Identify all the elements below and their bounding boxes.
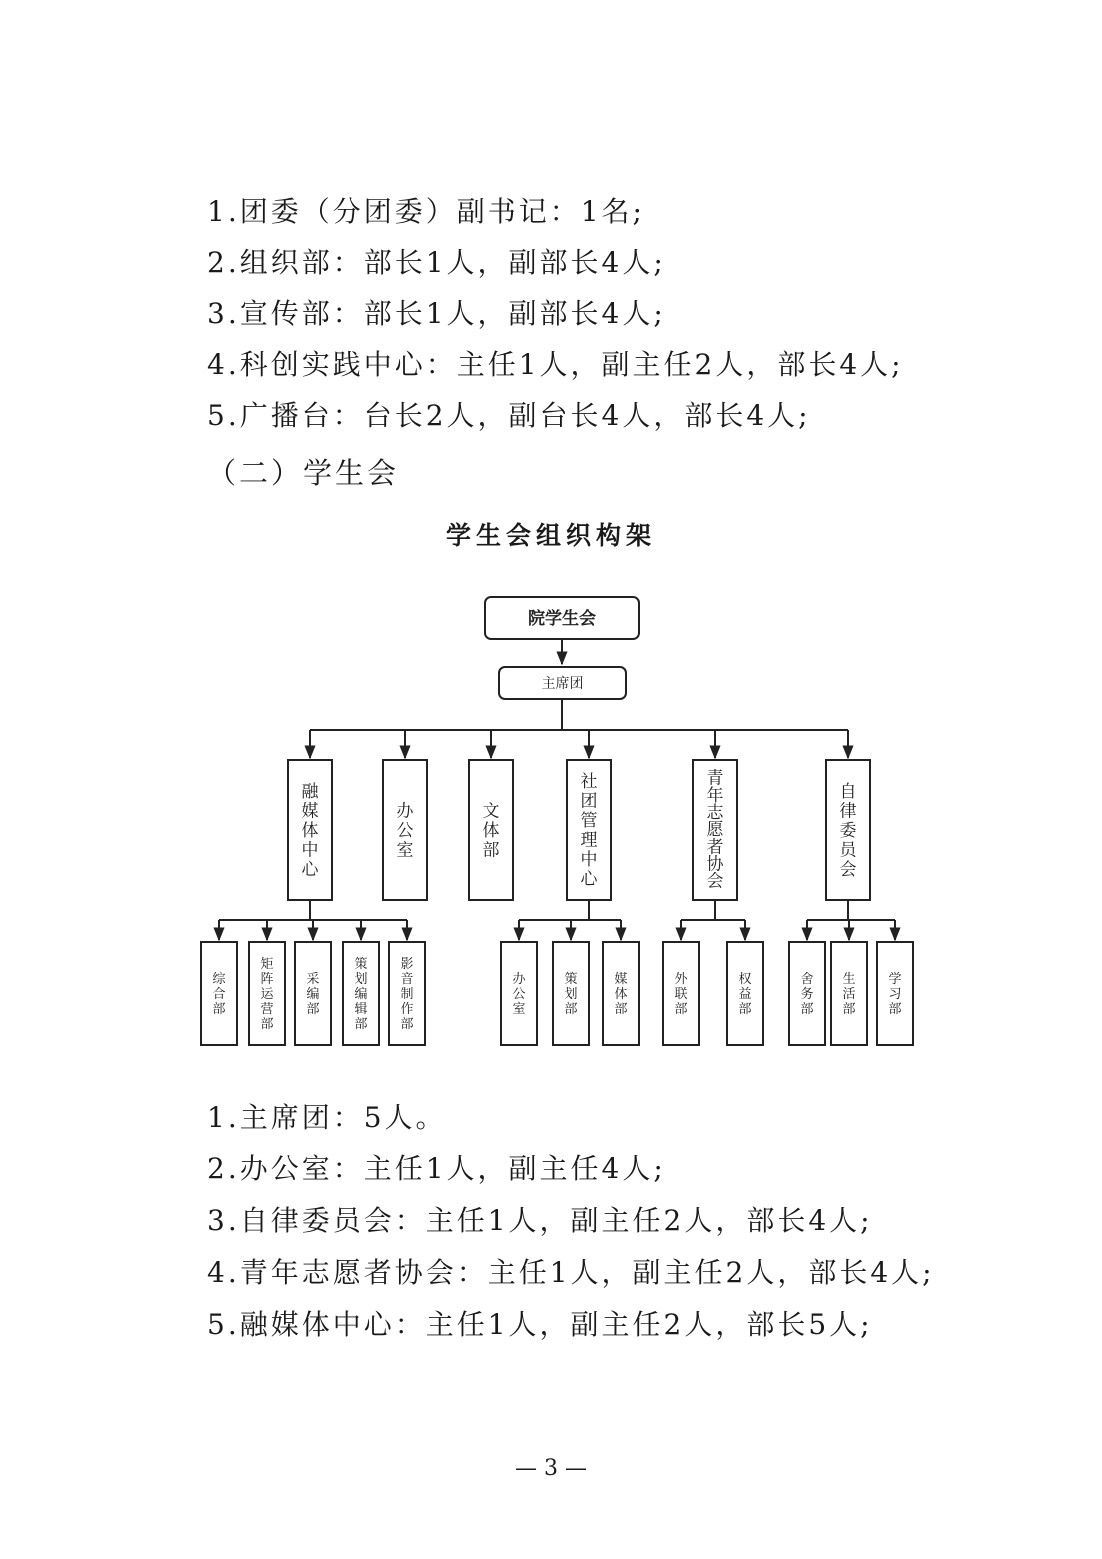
org-node-dept-4 [567, 760, 611, 900]
org-node-sub-4-1-char: 办 [512, 972, 526, 988]
org-node-sub-1-3 [295, 942, 331, 1045]
org-node-dept-2-char: 办 [396, 801, 414, 822]
org-node-sub-4-1-char: 公 [512, 986, 526, 1002]
org-node-sub-1-1-char: 综 [212, 972, 226, 988]
org-node-dept-5-char: 愿 [706, 820, 724, 841]
org-node-sub-5-2-char: 益 [738, 986, 752, 1002]
org-node-sub-1-4-char: 划 [354, 972, 368, 988]
org-node-dept-6-char: 会 [839, 859, 857, 880]
org-node-sub-1-2-char: 部 [260, 1016, 274, 1032]
org-node-sub-5-2 [727, 942, 763, 1045]
org-node-sub-1-3-char: 部 [306, 1001, 320, 1017]
league-item-3: 3.宣传部：部长1人，副部长4人; [207, 297, 666, 330]
org-node-dept-6 [826, 760, 870, 900]
org-node-sub-4-2 [553, 942, 589, 1045]
union-item-3: 3.自律委员会：主任1人，副主任2人，部长4人; [207, 1204, 873, 1237]
org-node-sub-5-1 [663, 942, 699, 1045]
org-node-dept-1-char: 媒 [301, 801, 319, 822]
league-item-4: 4.科创实践中心：主任1人，副主任2人，部长4人; [207, 348, 904, 381]
org-node-sub-1-5-char: 音 [400, 972, 414, 988]
org-node-sub-1-3-char: 采 [306, 972, 320, 988]
league-item-1: 1.团委（分团委）副书记：1名; [207, 195, 645, 228]
org-node-sub-6-1 [789, 942, 825, 1045]
org-node-dept-1-char: 中 [301, 840, 319, 861]
org-node-sub-1-2-char: 运 [260, 986, 274, 1002]
org-node-dept-5-char: 年 [706, 785, 724, 806]
section-heading: （二）学生会 [207, 456, 400, 490]
org-node-dept-4-char: 理 [580, 830, 598, 851]
org-node-sub-1-1-char: 部 [212, 1001, 226, 1017]
org-node-sub-6-2-char: 部 [842, 1001, 856, 1017]
org-node-sub-6-1-char: 务 [800, 986, 814, 1002]
org-node-sub-1-2-char: 矩 [260, 957, 274, 973]
org-node-sub-4-2-char: 划 [564, 986, 578, 1002]
org-node-dept-5-char: 会 [706, 871, 724, 892]
league-item-2: 2.组织部：部长1人，副部长4人; [207, 246, 666, 279]
org-node-sub-5-1-char: 外 [674, 972, 688, 988]
org-node-sub-4-3-char: 体 [614, 986, 628, 1002]
org-node-sub-1-5-char: 作 [400, 1001, 414, 1017]
org-node-dept-2 [383, 760, 427, 900]
org-node-sub-1-4 [343, 942, 379, 1045]
org-node-sub-1-2-char: 营 [260, 1001, 274, 1017]
org-node-sub-6-2-char: 活 [842, 986, 856, 1002]
org-node-dept-5 [693, 760, 737, 900]
org-node-sub-1-4-char: 部 [354, 1016, 368, 1032]
org-node-sub-1-5-char: 制 [400, 986, 414, 1002]
org-node-sub-4-1-char: 室 [512, 1001, 526, 1017]
union-item-4: 4.青年志愿者协会：主任1人，副主任2人，部长4人; [207, 1256, 935, 1289]
org-node-sub-5-1-char: 部 [674, 1001, 688, 1017]
org-node-dept-5-char: 青 [706, 768, 724, 789]
org-node-sub-5-1-char: 联 [674, 986, 688, 1002]
org-node-dept-4-char: 团 [580, 791, 598, 812]
org-node-dept-6-char: 律 [839, 801, 857, 822]
org-node-sub-4-2-char: 策 [564, 972, 578, 988]
chart-title: 学生会组织构架 [445, 521, 656, 550]
union-item-5: 5.融媒体中心：主任1人，副主任2人，部长5人; [207, 1308, 873, 1341]
org-node-presidium [499, 667, 626, 699]
org-node-sub-6-1-char: 舍 [800, 972, 814, 988]
org-node-root-label: 院学生会 [528, 609, 596, 630]
org-node-sub-1-1 [201, 942, 237, 1045]
org-node-dept-3-char: 部 [482, 840, 500, 861]
org-node-sub-1-4-char: 策 [354, 957, 368, 973]
org-node-dept-1-char: 心 [301, 859, 319, 880]
org-node-sub-1-4-char: 辑 [354, 1001, 368, 1017]
league-item-5: 5.广播台：台长2人，副台长4人，部长4人; [207, 399, 811, 432]
org-node-root [485, 597, 639, 639]
org-node-sub-6-2 [831, 942, 867, 1045]
org-node-dept-6-char: 员 [839, 840, 857, 861]
org-node-presidium-label: 主席团 [541, 676, 584, 693]
org-node-sub-6-3-char: 学 [888, 972, 902, 988]
org-node-dept-3-char: 文 [482, 801, 500, 822]
org-node-sub-1-3-char: 编 [306, 986, 320, 1002]
org-node-dept-4-char: 管 [580, 811, 598, 832]
org-node-dept-5-char: 者 [706, 837, 724, 858]
org-node-dept-6-char: 自 [839, 781, 857, 802]
org-node-sub-6-3-char: 习 [888, 986, 902, 1002]
org-node-dept-2-char: 公 [396, 820, 414, 841]
org-node-sub-4-1 [501, 942, 537, 1045]
org-node-sub-5-2-char: 权 [738, 972, 752, 988]
org-node-sub-4-2-char: 部 [564, 1001, 578, 1017]
org-node-dept-4-char: 心 [580, 869, 598, 890]
org-node-sub-4-3-char: 部 [614, 1001, 628, 1017]
org-node-dept-1-char: 融 [301, 781, 319, 802]
org-node-sub-1-5-char: 部 [400, 1016, 414, 1032]
org-chart [0, 580, 1102, 1060]
org-node-sub-1-5-char: 影 [400, 957, 414, 973]
org-node-dept-6-char: 委 [839, 820, 857, 841]
org-node-dept-1 [288, 760, 332, 900]
org-node-dept-1-char: 体 [301, 820, 319, 841]
org-node-sub-6-3 [877, 942, 913, 1045]
union-item-1: 1.主席团：5人。 [207, 1101, 447, 1134]
org-node-dept-5-char: 协 [706, 854, 724, 875]
org-chart-nodes [201, 597, 913, 1045]
org-node-sub-6-2-char: 生 [842, 972, 856, 988]
org-node-sub-1-4-char: 编 [354, 986, 368, 1002]
org-node-dept-2-char: 室 [396, 840, 414, 861]
org-node-dept-5-char: 志 [706, 803, 724, 823]
org-node-sub-1-5 [389, 942, 425, 1045]
org-node-dept-3 [469, 760, 513, 900]
org-node-sub-4-3-char: 媒 [614, 972, 628, 988]
org-node-sub-5-2-char: 部 [738, 1001, 752, 1017]
org-node-dept-4-char: 中 [580, 850, 598, 871]
org-node-sub-6-3-char: 部 [888, 1001, 902, 1017]
org-node-dept-4-char: 社 [580, 771, 598, 792]
org-node-sub-1-2-char: 阵 [260, 972, 274, 988]
page-number: — 3 — [515, 1456, 587, 1481]
org-node-sub-1-2 [249, 942, 285, 1045]
org-node-dept-3-char: 体 [482, 820, 500, 841]
org-node-sub-1-1-char: 合 [212, 986, 226, 1002]
org-node-sub-4-3 [603, 942, 639, 1045]
org-node-sub-6-1-char: 部 [800, 1001, 814, 1017]
union-item-2: 2.办公室：主任1人，副主任4人; [207, 1152, 666, 1185]
